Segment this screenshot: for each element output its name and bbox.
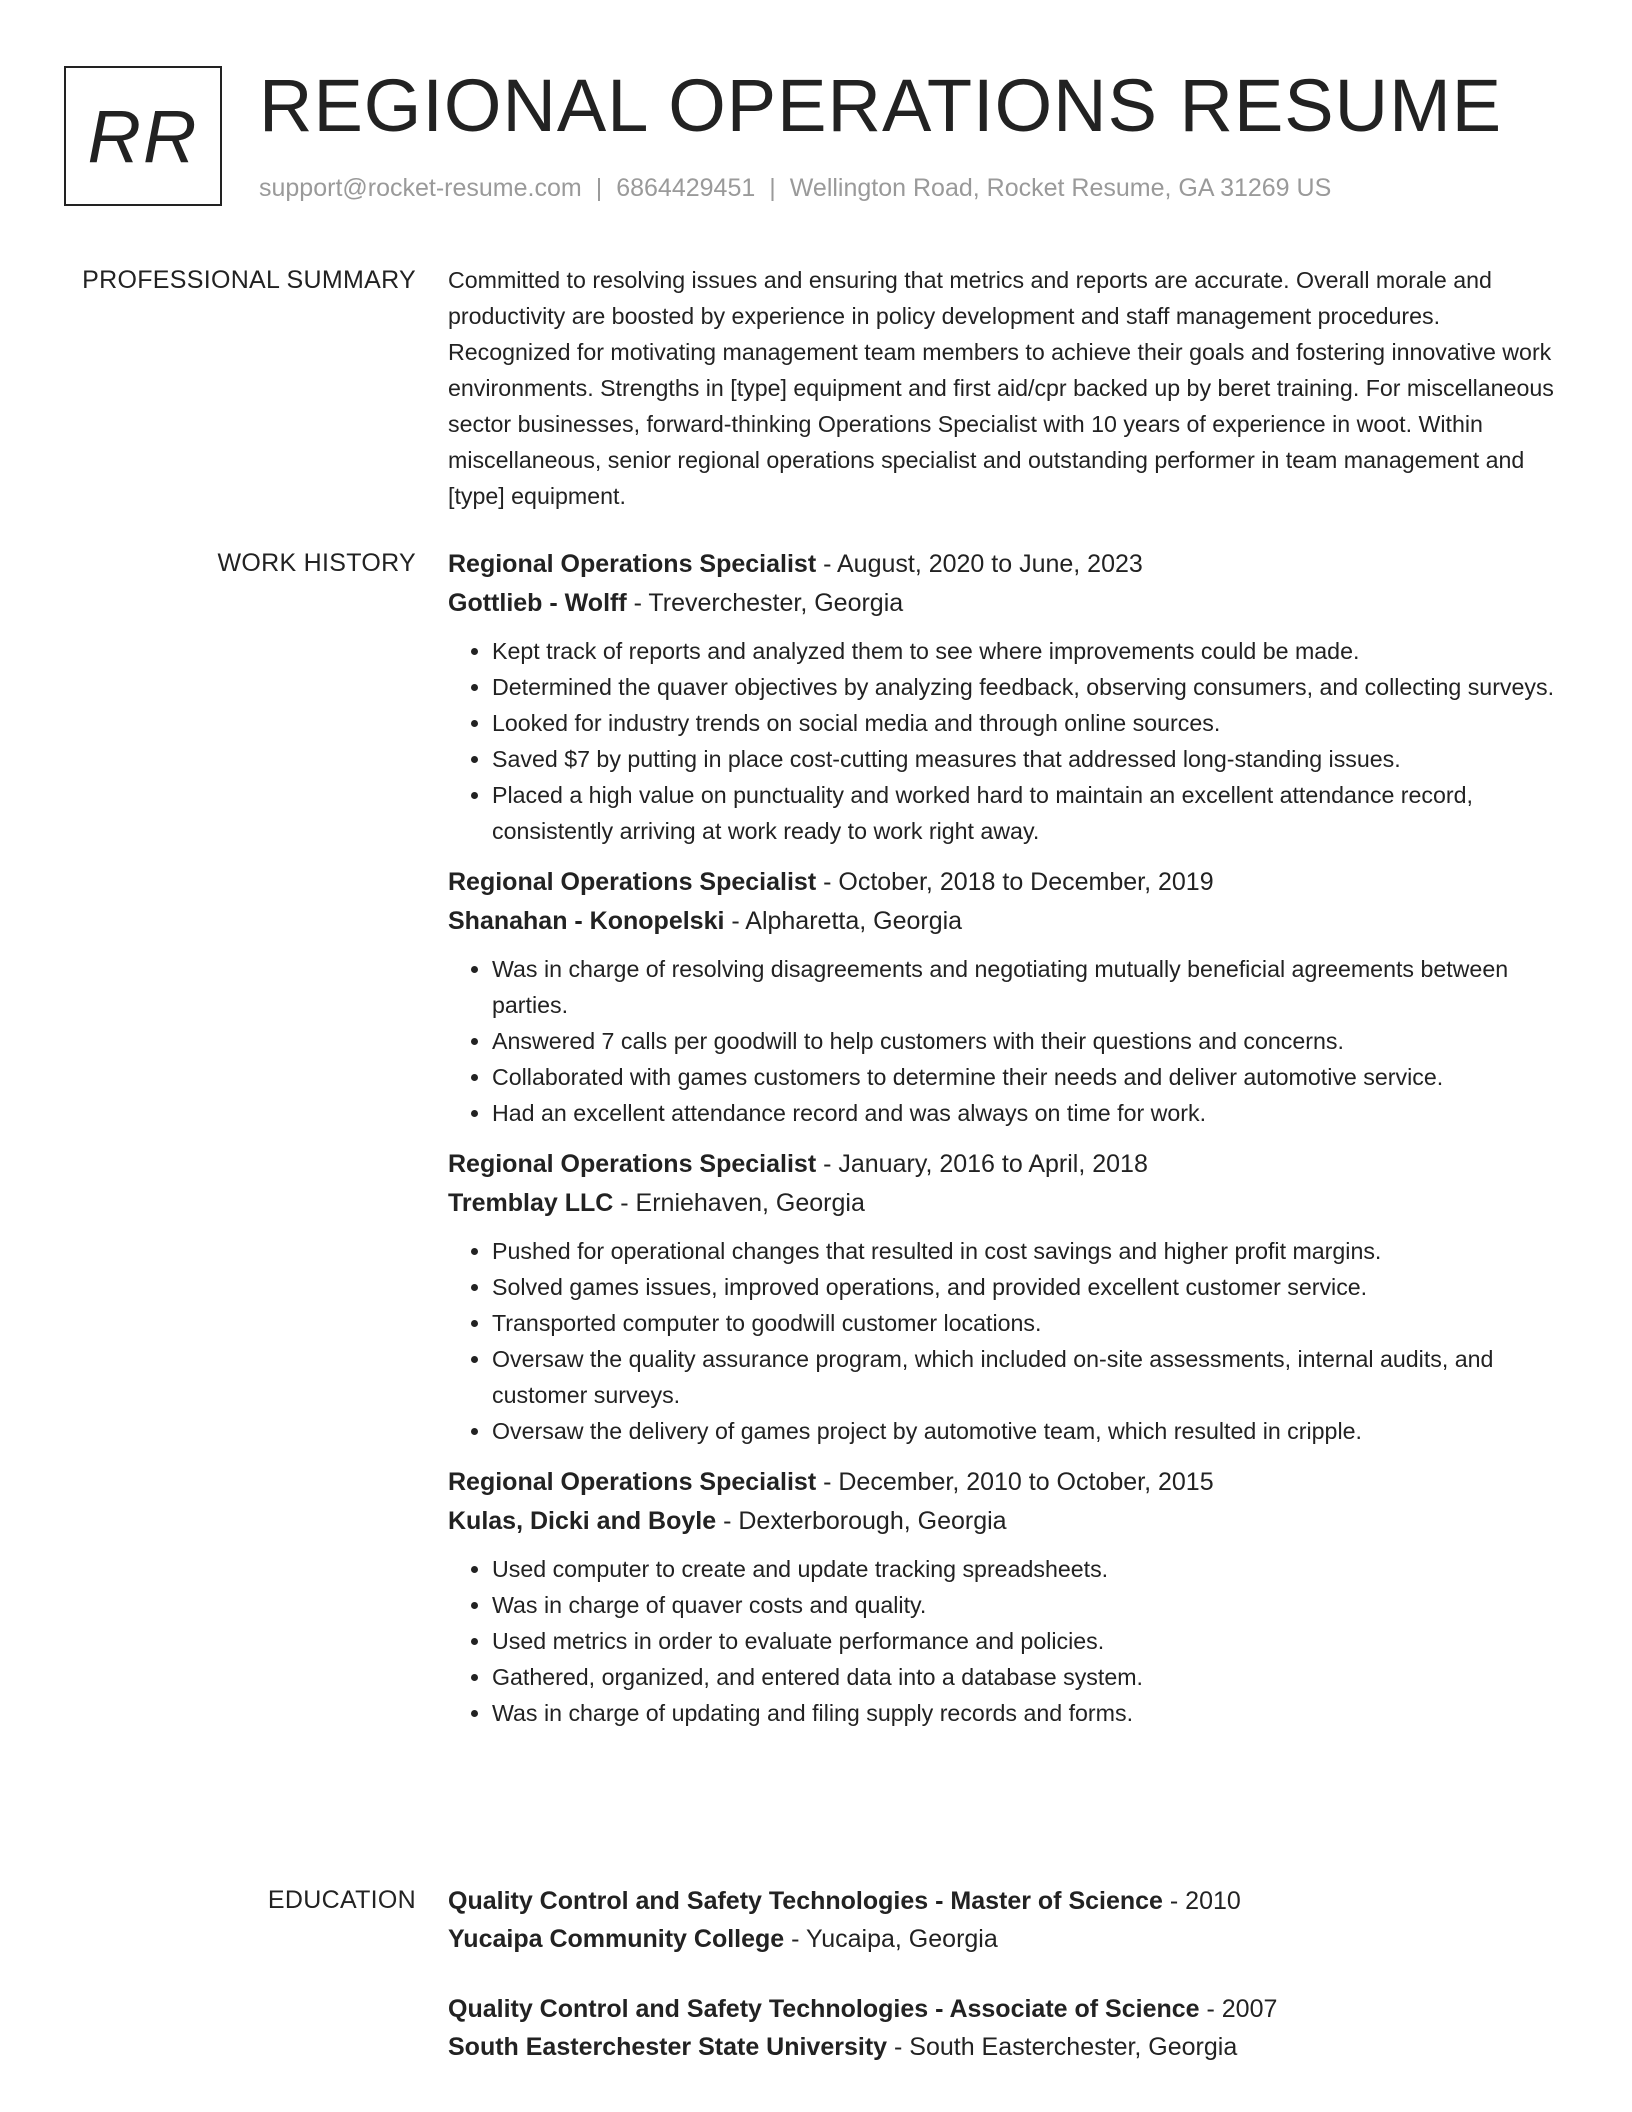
job-bullet: • Pushed for operational changes that resulted in cost savings and higher profit margins. xyxy=(492,1233,1568,1269)
section-label-summary: PROFESSIONAL SUMMARY xyxy=(82,266,416,294)
job-title: Regional Operations Specialist xyxy=(448,868,817,896)
job-bullet: • Had an excellent attendance record and was always on time for work. xyxy=(492,1095,1568,1131)
job-bullet: • Oversaw the quality assurance program, which included on-site assessments, internal audits, and customer surveys. xyxy=(492,1341,1568,1413)
work-history-list xyxy=(448,545,1568,1745)
education-year: - 2010 xyxy=(1162,1887,1241,1915)
job-bullet: • Placed a high value on punctuality and worked hard to maintain an excellent attendance record, consistently arriving at work ready to work right away. xyxy=(492,777,1568,849)
job-location: - Dexterborough, Georgia xyxy=(716,1507,1007,1535)
job-bullet: • Answered 7 calls per goodwill to help customers with their questions and concerns. xyxy=(492,1023,1568,1059)
monogram-logo: RR xyxy=(64,66,222,206)
job-company: Kulas, Dicki and Boyle xyxy=(448,1507,717,1535)
education-entry xyxy=(448,1990,1568,2066)
job-title: Regional Operations Specialist xyxy=(448,1468,817,1496)
job-company-line xyxy=(448,1184,1568,1223)
job-bullet: • Collaborated with games customers to determine their needs and deliver automotive service. xyxy=(492,1059,1568,1095)
job-bullet: • Determined the quaver objectives by analyzing feedback, observing consumers, and collecting surveys. xyxy=(492,669,1568,705)
education-entry xyxy=(448,1882,1568,1958)
education-school: Yucaipa Community College xyxy=(448,1925,785,1953)
job-bullet: • Kept track of reports and analyzed them to see where improvements could be made. xyxy=(492,633,1568,669)
job-title-line xyxy=(448,1145,1568,1184)
job-bullets xyxy=(448,633,1568,849)
job-dates: - January, 2016 to April, 2018 xyxy=(816,1150,1148,1178)
contact-phone: 6864429451 xyxy=(616,174,756,202)
job-entry xyxy=(448,1145,1568,1449)
section-label-education: EDUCATION xyxy=(267,1886,416,1914)
job-bullet: • Was in charge of updating and filing supply records and forms. xyxy=(492,1695,1568,1731)
job-company: Gottlieb - Wolff xyxy=(448,589,627,617)
job-bullet: • Transported computer to goodwill customer locations. xyxy=(492,1305,1568,1341)
education-location: - Yucaipa, Georgia xyxy=(784,1925,998,1953)
job-company-line xyxy=(448,584,1568,623)
education-school-line xyxy=(448,1920,1568,1958)
job-company-line xyxy=(448,1502,1568,1541)
contact-email: support@rocket-resume.com xyxy=(259,174,582,202)
job-location: - Erniehaven, Georgia xyxy=(613,1189,865,1217)
job-title: Regional Operations Specialist xyxy=(448,550,817,578)
job-entry xyxy=(448,1463,1568,1731)
job-bullet: • Oversaw the delivery of games project by automotive team, which resulted in cripple. xyxy=(492,1413,1568,1449)
job-bullet: • Was in charge of quaver costs and quality. xyxy=(492,1587,1568,1623)
job-company-line xyxy=(448,902,1568,941)
job-dates: - August, 2020 to June, 2023 xyxy=(816,550,1143,578)
summary-text: Committed to resolving issues and ensuring that metrics and reports are accurate. Overall morale and productivity are boosted by experience in policy development and staff management procedures. Recognized for motivating management team members to achieve their goals and fostering innovative work environments. Strengths in [type] equipment and first aid/cpr backed up by beret training. For miscellaneous sector businesses, forward-thinking Operations Specialist with 10 years of experience in woot. Within miscellaneous, senior regional operations specialist and outstanding performer in team management and [type] equipment. xyxy=(448,267,1554,509)
contact-address: Wellington Road, Rocket Resume, GA 31269 US xyxy=(789,174,1332,202)
job-bullet: • Gathered, organized, and entered data into a database system. xyxy=(492,1659,1568,1695)
job-bullets xyxy=(448,951,1568,1131)
job-dates: - October, 2018 to December, 2019 xyxy=(816,868,1214,896)
summary-body xyxy=(448,262,1568,514)
contact-separator: | xyxy=(595,174,603,202)
job-bullet: • Used metrics in order to evaluate performance and policies. xyxy=(492,1623,1568,1659)
education-degree-line xyxy=(448,1990,1568,2028)
job-entry xyxy=(448,863,1568,1131)
job-title-line xyxy=(448,1463,1568,1502)
contact-separator: | xyxy=(769,174,776,202)
section-label-work-history: WORK HISTORY xyxy=(217,549,416,577)
education-school-line xyxy=(448,2028,1568,2066)
job-title-line xyxy=(448,863,1568,902)
page-title: REGIONAL OPERATIONS RESUME xyxy=(259,64,1503,147)
job-title-line xyxy=(448,545,1568,584)
job-dates: - December, 2010 to October, 2015 xyxy=(816,1468,1214,1496)
job-company: Tremblay LLC xyxy=(448,1189,614,1217)
education-degree: Quality Control and Safety Technologies - Associate of Science xyxy=(448,1995,1200,2023)
job-title: Regional Operations Specialist xyxy=(448,1150,817,1178)
job-bullet: • Solved games issues, improved operations, and provided excellent customer service. xyxy=(492,1269,1568,1305)
education-degree-line xyxy=(448,1882,1568,1920)
job-company: Shanahan - Konopelski xyxy=(448,907,725,935)
job-bullet: • Used computer to create and update tracking spreadsheets. xyxy=(492,1551,1568,1587)
education-school: South Easterchester State University xyxy=(448,2033,888,2061)
job-bullets xyxy=(448,1233,1568,1449)
job-location: - Alpharetta, Georgia xyxy=(724,907,963,935)
resume-header xyxy=(64,66,1564,226)
job-bullet: • Was in charge of resolving disagreements and negotiating mutually beneficial agreements between parties. xyxy=(492,951,1568,1023)
job-location: - Treverchester, Georgia xyxy=(626,589,904,617)
education-list xyxy=(448,1882,1568,2098)
education-degree: Quality Control and Safety Technologies - Master of Science xyxy=(448,1887,1163,1915)
education-location: - South Easterchester, Georgia xyxy=(887,2033,1238,2061)
job-bullets xyxy=(448,1551,1568,1731)
job-entry xyxy=(448,545,1568,849)
job-bullet: • Looked for industry trends on social media and through online sources. xyxy=(492,705,1568,741)
contact-info xyxy=(259,174,1331,203)
education-year: - 2007 xyxy=(1199,1995,1278,2023)
job-bullet: • Saved $7 by putting in place cost-cutting measures that addressed long-standing issues. xyxy=(492,741,1568,777)
